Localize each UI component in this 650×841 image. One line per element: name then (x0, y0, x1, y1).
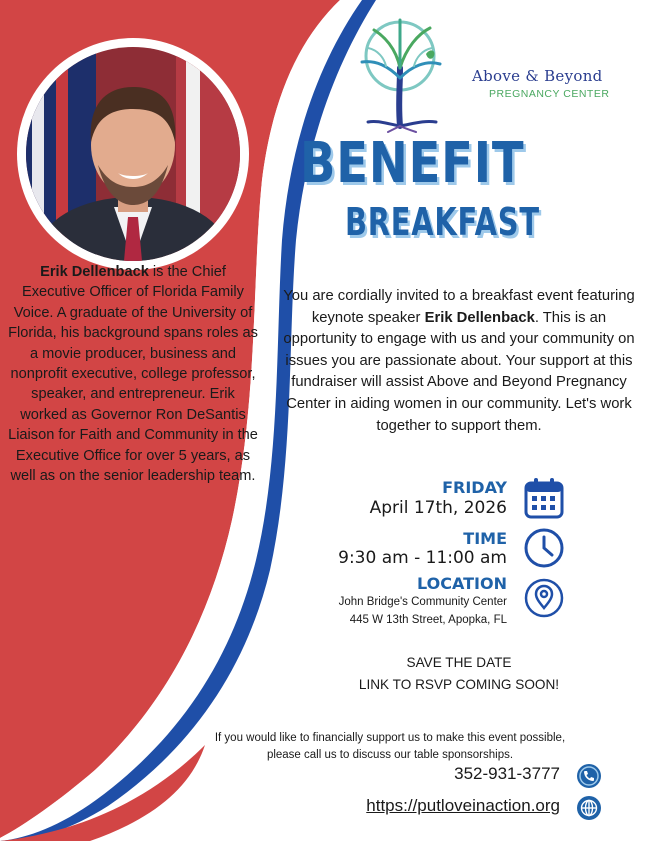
speaker-photo (26, 47, 240, 261)
title-benefit: BENEFIT (300, 131, 525, 196)
save-the-date: SAVE THE DATE (406, 655, 512, 670)
sponsorship-note: If you would like to financially support us to make this event possible, please call us to discuss our table sponsorships. (214, 732, 566, 761)
invitation-speaker: Erik Dellenback (424, 309, 535, 326)
clock-icon (523, 527, 565, 574)
location-pin-icon (523, 577, 565, 624)
title-breakfast: BREAKFAST (345, 200, 540, 244)
bio-text: is the Chief Executive Officer of Florida Family Voice. A graduate of the University of Florida, his background spans roles as a movie producer, business and nonprofit executive, college professor, speaker, and entrepreneur. Erik worked as Governor Ron DeSantis Liaison for Faith and Community in the Executive Office for over 5 years, as well as on the senior leadership team. (8, 264, 258, 485)
rsvp-coming-soon: LINK TO RSVP COMING SOON! (358, 677, 560, 692)
invitation-rest: . This is an opportunity to engage with us and your community on issues you are passionate about. Your support at this fundraiser will assist Above and Beyond Pregnancy Center in aiding women in our community. Let's work together to support them. (283, 309, 635, 434)
phone-number: 352-931-3777 (454, 764, 560, 783)
location-label: LOCATION (417, 574, 507, 593)
phone-icon (576, 763, 602, 794)
calendar-icon (524, 477, 564, 524)
logo-name: Above & Beyond (472, 67, 603, 85)
speaker-bio (8, 262, 258, 486)
speaker-photo-frame (17, 38, 249, 270)
time-label: TIME (463, 529, 507, 548)
day-label: FRIDAY (442, 478, 507, 497)
globe-icon (576, 795, 602, 826)
invitation-text (280, 286, 638, 437)
bio-name: Erik Dellenback (40, 264, 149, 280)
website-link[interactable]: https://putloveinaction.org (366, 796, 560, 815)
invitation-intro: You are cordially invited to a breakfast event featuring keynote speaker (283, 288, 635, 326)
tree-logo-icon (338, 8, 478, 133)
venue-name: John Bridge's Community Center (338, 596, 507, 608)
event-time: 9:30 am - 11:00 am (338, 548, 507, 568)
venue-address: 445 W 13th Street, Apopka, FL (349, 614, 507, 626)
logo-subtitle: PREGNANCY CENTER (489, 88, 610, 100)
event-date: April 17th, 2026 (369, 498, 507, 518)
